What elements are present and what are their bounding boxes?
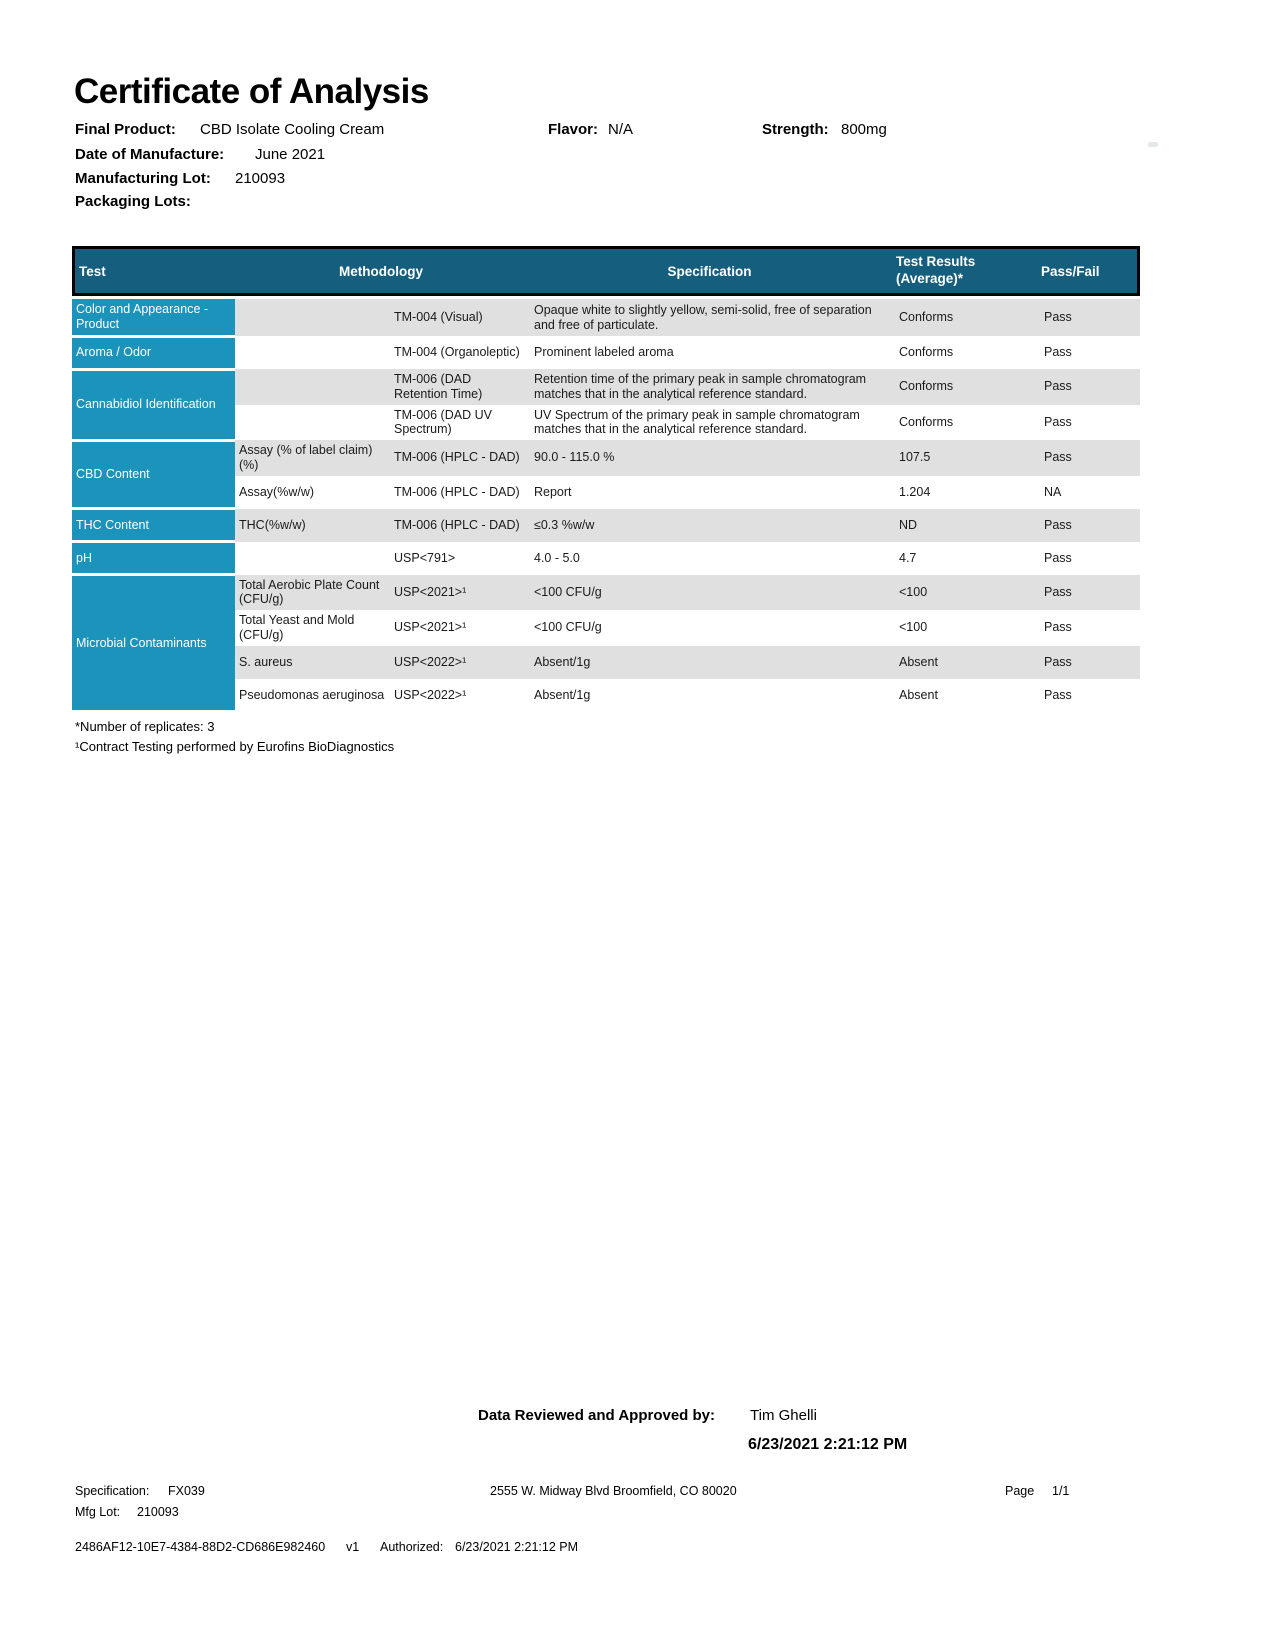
col-header-pass-fail: Pass/Fail [1041,263,1100,279]
analyte-cell [235,542,390,575]
result-cell: Conforms [895,369,1040,405]
col-header-methodology: Methodology [339,263,423,279]
specification-cell: <100 CFU/g [530,575,895,611]
methodology-cell: TM-006 (DAD Retention Time) [390,369,530,405]
pass-fail-cell: Pass [1040,405,1140,441]
table-row [72,575,1140,611]
analyte-cell [235,336,390,369]
strength-value: 800mg [841,121,887,138]
pass-fail-cell: Pass [1040,575,1140,611]
footer-mfg-lot-value: 210093 [137,1505,179,1519]
analyte-cell [235,405,390,441]
authorized-label: Authorized: [380,1540,444,1554]
analyte-cell: Total Yeast and Mold (CFU/g) [235,610,390,646]
analyte-cell [235,369,390,405]
methodology-cell: TM-006 (HPLC - DAD) [390,440,530,476]
methodology-cell: TM-004 (Visual) [390,299,530,336]
group-cell-ph: pH [72,542,235,575]
methodology-cell: USP<2022>¹ [390,646,530,679]
flavor-value: N/A [608,121,634,138]
result-cell: Absent [895,679,1040,712]
specification-cell: Absent/1g [530,646,895,679]
methodology-cell: USP<2022>¹ [390,679,530,712]
print-artifact [1148,142,1158,147]
footer-mfg-lot-label: Mfg Lot: [75,1505,121,1519]
group-cell-microbial-contaminants: Microbial Contaminants [72,575,235,712]
pass-fail-cell: Pass [1040,679,1140,712]
result-cell: Conforms [895,299,1040,336]
col-header-test: Test [79,263,106,279]
methodology-cell: TM-004 (Organoleptic) [390,336,530,369]
footer-specification-value: FX039 [168,1484,205,1498]
coa-table [72,246,1140,756]
methodology-cell: USP<2021>¹ [390,610,530,646]
pass-fail-cell: Pass [1040,336,1140,369]
specification-cell: Report [530,476,895,509]
date-of-manufacture-value: June 2021 [255,146,326,163]
result-cell: Absent [895,646,1040,679]
document-version: v1 [346,1540,360,1554]
footnote-replicates: *Number of replicates: 3 [75,719,215,734]
packaging-lots-label: Packaging Lots: [75,193,191,210]
specification-cell: Opaque white to slightly yellow, semi-solid, free of separation and free of particulate. [530,299,895,336]
methodology-cell: TM-006 (DAD UV Spectrum) [390,405,530,441]
analyte-cell: Total Aerobic Plate Count (CFU/g) [235,575,390,611]
group-cell-aroma-odor: Aroma / Odor [72,336,235,369]
pass-fail-cell: Pass [1040,440,1140,476]
specification-cell: Absent/1g [530,679,895,712]
result-cell: Conforms [895,405,1040,441]
manufacturing-lot-label: Manufacturing Lot: [75,170,211,187]
col-header-test-results: Test Results (Average)* [896,254,976,286]
analyte-cell [235,299,390,336]
table-row [72,299,1140,336]
methodology-cell: TM-006 (HPLC - DAD) [390,509,530,542]
pass-fail-cell: Pass [1040,542,1140,575]
pass-fail-cell: Pass [1040,299,1140,336]
specification-cell: UV Spectrum of the primary peak in sample chromatogram matches that in the analytical reference standard. [530,405,895,441]
footer-page-value: 1/1 [1052,1484,1070,1498]
pass-fail-cell: Pass [1040,610,1140,646]
analyte-cell: THC(%w/w) [235,509,390,542]
specification-cell: Prominent labeled aroma [530,336,895,369]
pass-fail-cell: Pass [1040,369,1140,405]
table-row [72,542,1140,575]
strength-label: Strength: [762,121,829,138]
manufacturing-lot-value: 210093 [235,170,286,187]
document-uid: 2486AF12-10E7-4384-88D2-CD686E982460 [75,1540,326,1554]
table-row [72,369,1140,405]
result-cell: ND [895,509,1040,542]
group-cell-color-appearance: Color and Appearance - Product [72,299,235,336]
specification-cell: Retention time of the primary peak in sample chromatogram matches that in the analytical reference standard. [530,369,895,405]
specification-cell: <100 CFU/g [530,610,895,646]
footer-address: 2555 W. Midway Blvd Broomfield, CO 80020 [490,1484,737,1498]
table-row [72,509,1140,542]
col-header-specification: Specification [667,263,752,279]
pass-fail-cell: NA [1040,476,1140,509]
result-cell: 107.5 [895,440,1040,476]
page-title: Certificate of Analysis [74,72,429,111]
result-cell: <100 [895,575,1040,611]
table-row [72,336,1140,369]
pass-fail-cell: Pass [1040,509,1140,542]
approval-timestamp: 6/23/2021 2:21:12 PM [748,1436,908,1453]
table-row [72,440,1140,476]
specification-cell: 4.0 - 5.0 [530,542,895,575]
approval-label: Data Reviewed and Approved by: [478,1407,715,1424]
group-cell-cannabidiol-identification: Cannabidiol Identification [72,369,235,440]
methodology-cell: USP<791> [390,542,530,575]
analyte-cell: Assay (% of label claim)(%) [235,440,390,476]
final-product-label: Final Product: [75,121,176,138]
specification-cell: ≤0.3 %w/w [530,509,895,542]
flavor-label: Flavor: [548,121,599,138]
group-cell-thc-content: THC Content [72,509,235,542]
result-cell: Conforms [895,336,1040,369]
methodology-cell: USP<2021>¹ [390,575,530,611]
result-cell: 1.204 [895,476,1040,509]
pass-fail-cell: Pass [1040,646,1140,679]
group-cell-cbd-content: CBD Content [72,440,235,509]
specification-cell: 90.0 - 115.0 % [530,440,895,476]
result-cell: <100 [895,610,1040,646]
analyte-cell: Assay(%w/w) [235,476,390,509]
analyte-cell: Pseudomonas aeruginosa [235,679,390,712]
footnote-contract-testing: ¹Contract Testing performed by Eurofins BioDiagnostics [75,738,395,754]
methodology-cell: TM-006 (HPLC - DAD) [390,476,530,509]
authorized-timestamp: 6/23/2021 2:21:12 PM [455,1540,579,1554]
footer-specification-label: Specification: [75,1484,150,1498]
date-of-manufacture-label: Date of Manufacture: [75,146,225,163]
final-product-value: CBD Isolate Cooling Cream [200,121,385,138]
footer-page-label: Page [1005,1484,1035,1498]
approver-name: Tim Ghelli [750,1407,817,1424]
result-cell: 4.7 [895,542,1040,575]
analyte-cell: S. aureus [235,646,390,679]
coa-table-header [72,246,1140,296]
